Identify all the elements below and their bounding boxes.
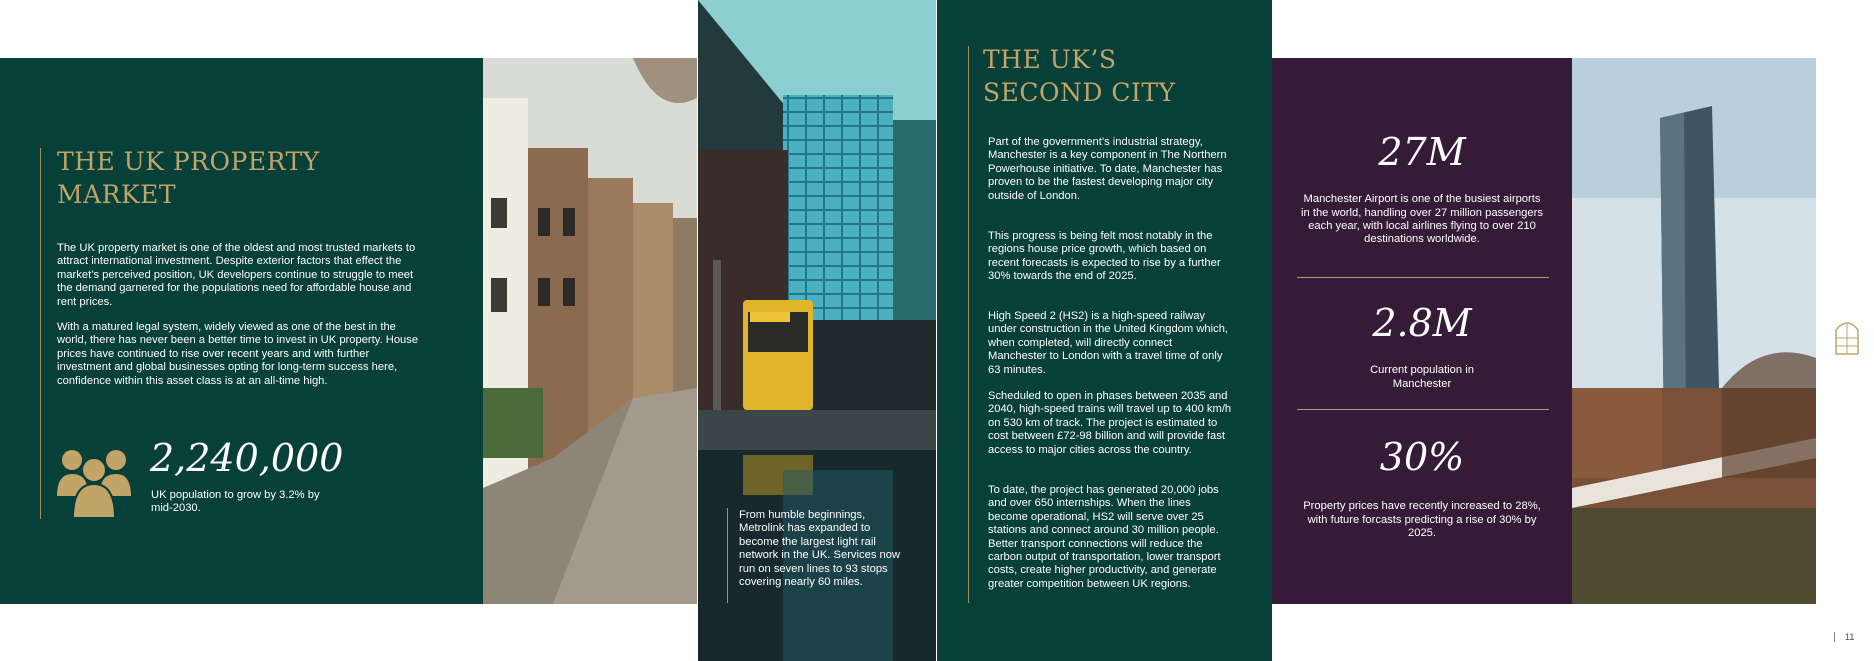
population-growth-caption: UK population to grow by 3.2% by mid-2030.: [151, 489, 320, 515]
metrolink-caption: From humble beginnings, Metrolink has expanded to become the largest light rail network in the UK. Services now run on seven lines to 93 stops covering nearly 60 miles.: [739, 509, 901, 589]
population-growth-stat: 2,240,000: [150, 436, 344, 480]
second-city-paragraph-3: High Speed 2 (HS2) is a high-speed railway under construction in the United Kingdom which, when completed, will directly connect Manchester to London with a travel time of only 63 minutes.: [988, 310, 1229, 376]
second-city-paragraph-2: This progress is being felt most notably in the regions house price growth, which based on recent forecasts is expected to rise by a further 30% towards the end of 2025.: [988, 230, 1221, 283]
population-stat: 2.8M: [1372, 301, 1472, 345]
stats-divider-1: [1297, 277, 1549, 278]
property-price-stat: 30%: [1379, 435, 1465, 479]
second-city-heading: [983, 43, 1203, 109]
stats-divider-2: [1297, 409, 1549, 410]
second-city-paragraph-4: Scheduled to open in phases between 2035 and 2040, high-speed trains will travel up to 400 km/h on 530 km of track. The project is estimated to cost between £72-98 billion and will provide fast access to major cities across the country.: [988, 390, 1232, 456]
second-city-paragraph-1: Part of the government’s industrial strategy, Manchester is a key component in The Northern Powerhouse initiative. To date, Manchester has proven to be the fastest developing major city outside of London.: [988, 136, 1227, 202]
population-caption: Current population in Manchester: [1370, 364, 1474, 390]
beetham-tower-photo: [1572, 58, 1816, 604]
mid-gold-rule: [968, 46, 969, 603]
second-city-heading-line-1: THE UK’S: [983, 45, 1117, 74]
second-city-heading-line-2: SECOND CITY: [983, 78, 1176, 107]
page-number: 11: [1845, 632, 1855, 642]
tram-gold-rule: [727, 508, 728, 603]
people-group-icon: [55, 446, 133, 518]
uk-property-paragraph-1: The UK property market is one of the oldest and most trusted markets to attract international investment. Despite exterior factors that effect the market’s perceived position, UK developers continue to struggle to meet the demand garnered for the populations need for affordable house and rent prices.: [57, 242, 416, 308]
uk-property-paragraph-2: With a matured legal system, widely viewed as one of the best in the world, there has never been a better time to invest in UK property. House prices have continued to rise over recent years and with further investment and global businesses opting for long-term success here, confidence within this asset class is at an all-time high.: [57, 321, 419, 387]
page-number-divider: [1834, 632, 1835, 642]
uk-property-heading: THE UK PROPERTY MARKET: [57, 147, 320, 209]
airport-passengers-caption: Manchester Airport is one of the busiest airports in the world, handling over 27 million passengers each year, with local airlines flying to over 210 destinations worldwide.: [1301, 193, 1543, 246]
left-gold-rule: [40, 148, 41, 519]
airport-passengers-stat: 27M: [1378, 130, 1466, 174]
second-city-paragraph-5: To date, the project has generated 20,000 jobs and over 650 internships. When the lines become operational, HS2 will serve over 25 stations and connect around 30 million people. Better transport connections will reduce the carbon output of transportation, lower transport costs, create higher productivity, and generate greater competition between UK regions.: [988, 484, 1221, 590]
property-price-caption: Property prices have recently increased to 28%, with future forcasts predicting a rise of 30% by 2025.: [1303, 500, 1541, 539]
window-logo-icon: [1832, 316, 1862, 356]
mews-street-photo: [483, 58, 697, 604]
